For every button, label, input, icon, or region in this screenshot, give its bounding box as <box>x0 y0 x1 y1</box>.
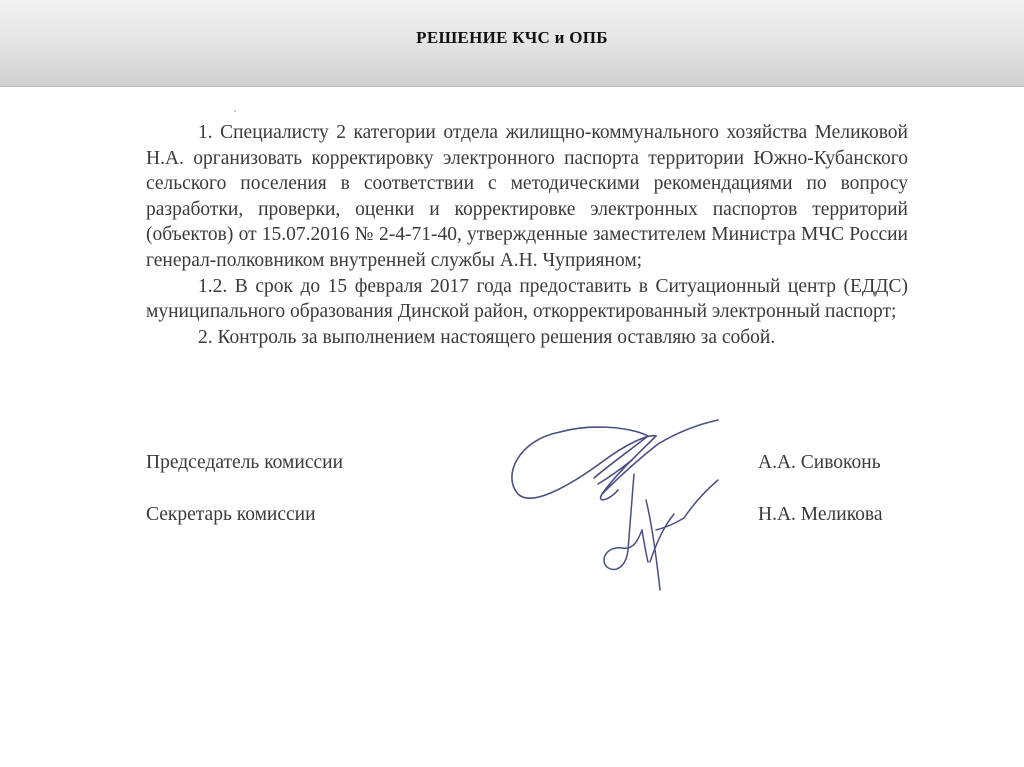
slide-title: РЕШЕНИЕ КЧС и ОПБ <box>416 28 608 47</box>
secretary-name: Н.А. Меликова <box>758 504 883 525</box>
scan-artifact <box>234 110 236 112</box>
chairman-role: Председатель комиссии <box>146 452 344 473</box>
decision-document <box>146 120 908 350</box>
slide-header <box>0 0 1024 87</box>
chairman-name: А.А. Сивоконь <box>758 452 881 473</box>
decision-item-1: 1. Специалисту 2 категории отдела жилищно-коммунального хозяйства Меликовой Н.А. организовать корректировку электронного паспорта территории Южно-Кубанского сельского поселения в соответствии с методическими рекомендациями по вопросу разработки, проверки, оценки и корректировке электронных паспортов территорий (объектов) от 15.07.2016 № 2-4-71-40, утвержденные заместителем Министра МЧС России генерал-полковником внутренней службы А.Н. Чуприяном; <box>146 122 908 271</box>
decision-item-2: 2. Контроль за выполнением настоящего решения оставляю за собой. <box>198 326 776 348</box>
decision-item-1-2: 1.2. В срок до 15 февраля 2017 года предоставить в Ситуационный центр (ЕДДС) муниципального образования Динской район, откорректированный электронный паспорт; <box>146 275 908 323</box>
secretary-role: Секретарь комиссии <box>146 504 316 525</box>
secretary-signature-icon <box>594 470 724 592</box>
